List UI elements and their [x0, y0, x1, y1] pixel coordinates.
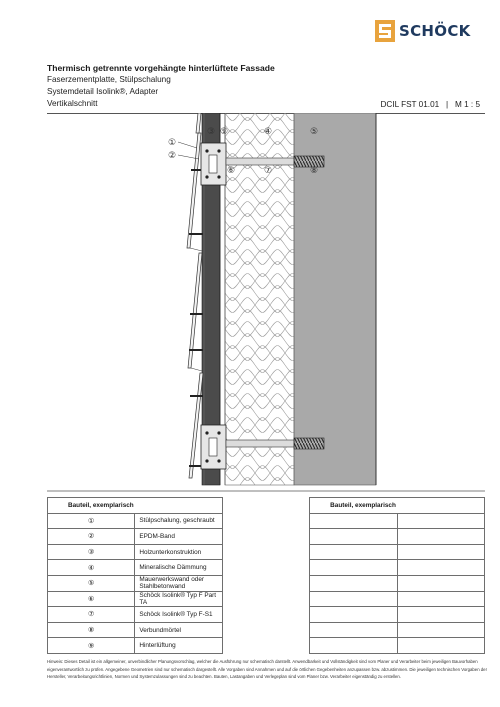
brand-name: SCHÖCK: [399, 22, 471, 40]
row-number: ②: [48, 529, 135, 545]
code-separator: |: [446, 100, 449, 109]
parts-table-wrap: [47, 497, 485, 654]
marker-8: ⑧: [309, 166, 319, 176]
table-header-right: Bauteil, exemplarisch: [310, 498, 485, 514]
row-label: Verbundmörtel: [135, 622, 222, 638]
brand-logo: [375, 19, 471, 43]
insulation-layer: [225, 113, 294, 485]
table-row: [48, 591, 485, 607]
table-row: [48, 544, 485, 560]
table-row: [48, 638, 485, 654]
marker-5: ⑤: [309, 127, 319, 137]
row-number: ⑧: [48, 622, 135, 638]
marker-4: ④: [263, 127, 273, 137]
marker-2: ②: [167, 151, 177, 161]
row-label: Stülpschalung, geschraubt: [135, 513, 222, 529]
row-number: ⑤: [48, 575, 135, 591]
table-row: [48, 575, 485, 591]
row-label: Mineralische Dämmung: [135, 560, 222, 576]
table-header-row: [48, 498, 485, 514]
row-label: Schöck Isolink® Typ F Part TA: [135, 591, 222, 607]
table-row: [48, 529, 485, 545]
table-header-left: Bauteil, exemplarisch: [48, 498, 223, 514]
table-row: [48, 560, 485, 576]
subtitle-line: Faserzementplatte, Stülpschalung: [47, 75, 171, 84]
marker-7: ⑦: [263, 166, 273, 176]
row-label: EPDM-Band: [135, 529, 222, 545]
table-row: [48, 607, 485, 623]
marker-6: ⑥: [226, 166, 236, 176]
row-number: ④: [48, 560, 135, 576]
row-label: Schöck Isolink® Typ F-S1: [135, 607, 222, 623]
disclaimer-note: Hinweis: Dieses Detail ist ein allgemeiner, unverbindlicher Planungsvorschlag, welcher die Ausführung nur schematisch darstellt. Anwendbarkeit und Vollständigkeit sind vom Planer und Verarbeiter beim jeweiligen Bauvorhaben eigenverantwortlich zu prüfen. Angegebene Geometrien sind nur schematisch dargestellt. Alle Vorgaben sind Annahmen und auf die örtlichen Gegebenheiten anzupassen bzw. abzustimmen. Die jeweiligen technischen Vorgaben der Hersteller, Verarbeitungsrichtlinien, Normen und Systemzulassungen sind zu beachten. Bauten, Lastangaben und Verlegeplan sind vom Planer bzw. Verarbeiter eigenständig zu erstellen.: [47, 659, 487, 680]
marker-1: ①: [167, 138, 177, 148]
marker-3: ③: [206, 127, 216, 137]
row-label: Holzunterkonstruktion: [135, 544, 222, 560]
table-row: [48, 513, 485, 529]
row-label: Mauerwerkswand oder Stahlbetonwand: [135, 575, 222, 591]
drawing-scale: M 1 : 5: [454, 100, 480, 109]
subtitle-line: Systemdetail Isolink®, Adapter: [47, 87, 159, 96]
schoeck-logo-icon: [375, 20, 395, 42]
row-number: ⑨: [48, 638, 135, 654]
row-number: ⑦: [48, 607, 135, 623]
section-drawing: [0, 113, 500, 493]
row-number: ①: [48, 513, 135, 529]
parts-table: [47, 497, 485, 654]
wall-layer: [294, 113, 376, 485]
table-row: [48, 622, 485, 638]
page-title: Thermisch getrennte vorgehängte hinterlüftete Fassade: [47, 63, 275, 73]
row-number: ③: [48, 544, 135, 560]
drawing-code: DCIL FST 01.01: [380, 100, 440, 109]
drawing-code-row: [380, 100, 480, 109]
marker-9: ⑨: [219, 127, 229, 137]
row-label: Hinterlüftung: [135, 638, 222, 654]
subtitle-line: Vertikalschnitt: [47, 99, 98, 108]
row-number: ⑥: [48, 591, 135, 607]
